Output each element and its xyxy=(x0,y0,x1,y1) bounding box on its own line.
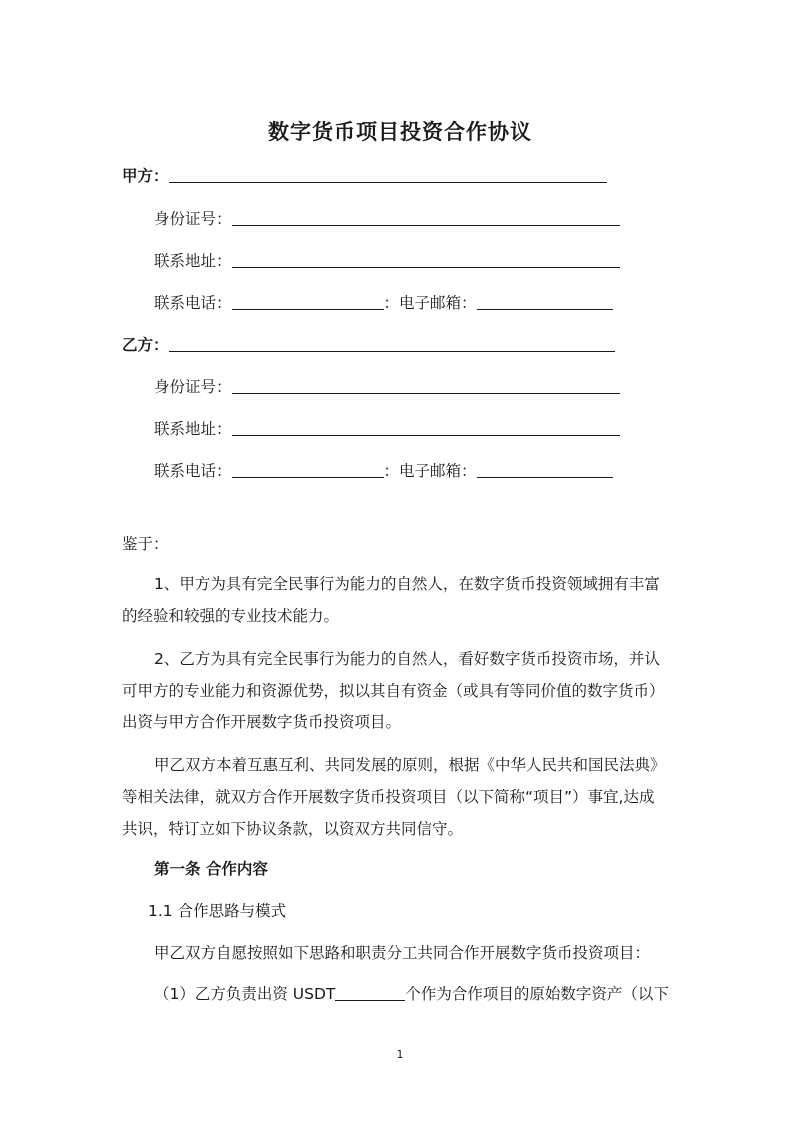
party-b-name-blank[interactable] xyxy=(169,335,615,352)
party-a-name-blank[interactable] xyxy=(169,166,607,183)
party-a-contact-row xyxy=(154,291,613,313)
party-b-contact-row xyxy=(154,459,613,481)
whereas-p2-line2: 可甲方的专业能力和资源优势，拟以其自有资金（或具有等同价值的数字货币） xyxy=(122,682,665,700)
party-a-email-label: ：电子邮箱： xyxy=(383,294,477,312)
party-a-id-label: 身份证号： xyxy=(154,210,232,228)
whereas-p2-line3: 出资与甲方合作开展数字货币投资项目。 xyxy=(122,713,402,731)
party-b-email-label: ：电子邮箱： xyxy=(383,462,477,480)
party-b-id-label: 身份证号： xyxy=(154,378,232,396)
party-b-row xyxy=(122,333,615,355)
party-a-label: 甲方： xyxy=(122,167,169,185)
party-a-row xyxy=(122,164,607,186)
party-b-phone-label: 联系电话： xyxy=(154,462,232,480)
party-b-address-row xyxy=(154,417,620,439)
whereas-p3-line3: 共识，特订立如下协议条款，以资双方共同信守。 xyxy=(122,820,464,838)
document-title: 数字货币项目投资合作协议 xyxy=(268,120,532,144)
article1-item1 xyxy=(154,982,669,1004)
whereas-p1-line1: 1、甲方为具有完全民事行为能力的自然人，在数字货币投资领域拥有丰富 xyxy=(154,575,660,593)
party-b-address-blank[interactable] xyxy=(232,419,620,436)
usdt-amount-blank[interactable] xyxy=(335,984,405,1001)
party-a-id-blank[interactable] xyxy=(232,209,620,226)
party-a-address-blank[interactable] xyxy=(232,251,620,268)
whereas-p2-line1: 2、乙方为具有完全民事行为能力的自然人，看好数字货币投资市场，并认 xyxy=(154,650,660,668)
party-b-id-blank[interactable] xyxy=(232,377,620,394)
party-a-phone-label: 联系电话： xyxy=(154,294,232,312)
party-a-id-row xyxy=(154,207,620,229)
party-a-address-label: 联系地址： xyxy=(154,252,232,270)
article1-subheading: 1.1 合作思路与模式 xyxy=(148,902,287,920)
article1-heading: 第一条 合作内容 xyxy=(154,860,268,878)
whereas-p1-line2: 的经验和较强的专业技术能力。 xyxy=(122,607,340,625)
party-b-id-row xyxy=(154,375,620,397)
party-a-address-row xyxy=(154,249,620,271)
article1-item1-prefix: （1）乙方负责出资 USDT xyxy=(154,985,336,1003)
party-b-label: 乙方： xyxy=(122,336,169,354)
whereas-p3-line2: 等相关法律，就双方合作开展数字货币投资项目（以下简称“项目”）事宜,达成 xyxy=(122,788,655,806)
party-b-phone-blank[interactable] xyxy=(232,461,384,478)
article1-item1-suffix: 个作为合作项目的原始数字资产（以下 xyxy=(405,985,669,1003)
party-b-email-blank[interactable] xyxy=(477,461,613,478)
party-a-email-blank[interactable] xyxy=(477,293,613,310)
party-a-phone-blank[interactable] xyxy=(232,293,384,310)
party-b-address-label: 联系地址： xyxy=(154,420,232,438)
article1-para1: 甲乙双方自愿按照如下思路和职责分工共同合作开展数字货币投资项目： xyxy=(154,944,651,962)
whereas-p3-line1: 甲乙双方本着互惠互利、共同发展的原则，根据《中华人民共和国民法典》 xyxy=(154,756,666,774)
page-number: 1 xyxy=(396,1048,404,1061)
whereas-heading: 鉴于： xyxy=(122,535,169,553)
